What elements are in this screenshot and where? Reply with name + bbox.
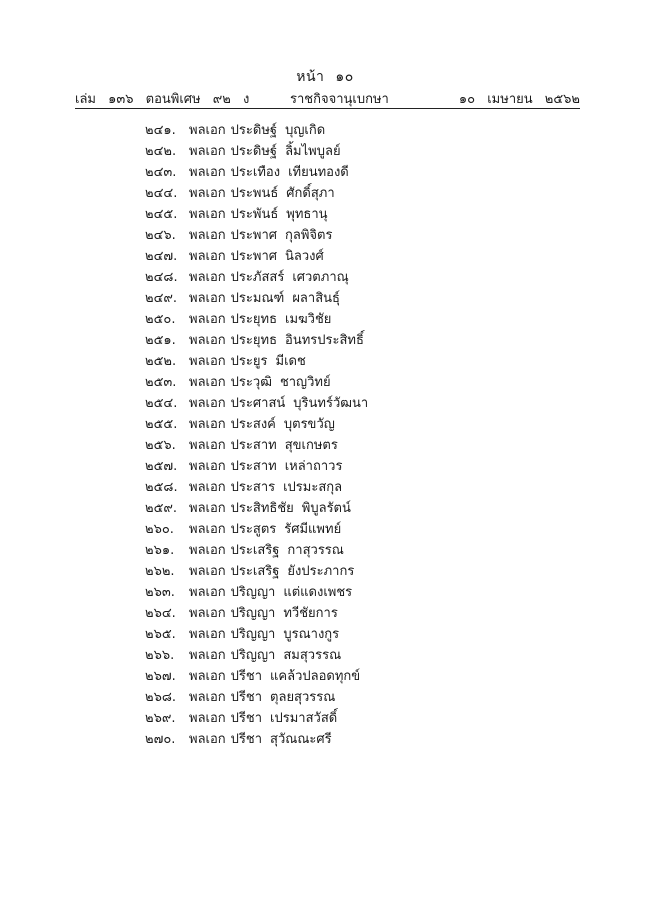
list-item <box>145 603 368 624</box>
entry-number: ๒๖๖. <box>145 648 175 663</box>
entry-given-name: ประเสริฐ <box>230 543 280 558</box>
entry-surname: ศักดิ์สุภา <box>286 186 335 201</box>
gazette-header <box>75 88 580 108</box>
entry-number: ๒๔๗. <box>145 249 178 264</box>
entry-number: ๒๖๔. <box>145 606 176 621</box>
entry-number: ๒๕๓. <box>145 375 177 390</box>
entry-number: ๒๔๖. <box>145 228 176 243</box>
entry-surname: เมฆวิชัย <box>285 312 332 327</box>
list-item <box>145 246 368 267</box>
entry-surname: ผลาสินธุ์ <box>292 291 340 306</box>
date-year: ๒๕๖๒ <box>544 92 580 107</box>
entry-given-name: ประพันธ์ <box>230 207 279 222</box>
entry-number: ๒๕๙. <box>145 501 178 516</box>
entry-surname: กุลพิจิตร <box>285 228 333 243</box>
entry-rank: พลเอก <box>189 501 226 516</box>
entry-number: ๒๔๙. <box>145 291 178 306</box>
list-item <box>145 519 368 540</box>
list-item <box>145 687 368 708</box>
entry-number: ๒๔๘. <box>145 270 178 285</box>
entry-given-name: ปรีชา <box>230 711 263 726</box>
entry-number: ๒๖๒. <box>145 564 175 579</box>
entry-given-name: ประสิทธิชัย <box>230 501 294 516</box>
entry-rank: พลเอก <box>189 711 226 726</box>
entry-number: ๒๖๑. <box>145 543 175 558</box>
entry-rank: พลเอก <box>189 606 226 621</box>
entry-surname: กาสุวรรณ <box>287 543 344 558</box>
entry-given-name: ประยุทธ <box>230 333 278 348</box>
entry-number: ๒๖๕. <box>145 627 176 642</box>
gazette-title: ราชกิจจานุเบกษา <box>290 92 389 107</box>
entry-surname: เทียนทองดี <box>288 165 349 180</box>
entry-rank: พลเอก <box>189 333 226 348</box>
entry-surname: บุตรขวัญ <box>283 417 335 432</box>
list-item <box>145 435 368 456</box>
entry-given-name: ประสาท <box>230 459 277 474</box>
entry-rank: พลเอก <box>189 270 226 285</box>
entry-given-name: ปริญญา <box>230 648 276 663</box>
entry-surname: ชาญวิทย์ <box>279 375 331 390</box>
entry-surname: เปรมาสวัสดิ์ <box>270 711 338 726</box>
entry-surname: พุทธานุ <box>286 207 328 222</box>
entry-given-name: ปรีชา <box>230 732 263 747</box>
entry-surname: สุขเกษตร <box>284 438 338 453</box>
entry-rank: พลเอก <box>189 375 226 390</box>
entry-rank: พลเอก <box>189 669 226 684</box>
entry-given-name: ประยูร <box>230 354 268 369</box>
section-number: ๙๒ <box>212 92 231 107</box>
issue-date <box>451 88 580 109</box>
list-item <box>145 288 368 309</box>
entry-rank: พลเอก <box>189 354 226 369</box>
entry-rank: พลเอก <box>189 438 226 453</box>
entry-number: ๒๕๒. <box>145 354 177 369</box>
list-item <box>145 624 368 645</box>
entry-number: ๒๕๘. <box>145 480 178 495</box>
entry-rank: พลเอก <box>189 417 226 432</box>
date-day: ๑๐ <box>458 92 476 107</box>
entry-surname: เศวตภาณุ <box>292 270 349 285</box>
list-item <box>145 645 368 666</box>
list-item <box>145 666 368 687</box>
entry-number: ๒๔๔. <box>145 186 178 201</box>
entry-given-name: ประศาสน์ <box>230 396 286 411</box>
entry-surname: แคล้วปลอดทุกข์ <box>270 669 361 684</box>
entry-given-name: ประดิษฐ์ <box>230 144 278 159</box>
list-item <box>145 372 368 393</box>
entry-given-name: ประพาศ <box>230 249 278 264</box>
name-list <box>145 120 368 750</box>
entry-given-name: ประสงค์ <box>230 417 276 432</box>
entry-given-name: ประภัสสร์ <box>230 270 285 285</box>
entry-rank: พลเอก <box>189 186 226 201</box>
entry-given-name: ประพาศ <box>230 228 278 243</box>
entry-rank: พลเอก <box>189 585 226 600</box>
volume-number: ๑๓๖ <box>108 92 134 107</box>
entry-rank: พลเอก <box>189 312 226 327</box>
entry-number: ๒๕๕. <box>145 417 178 432</box>
entry-given-name: ปริญญา <box>230 627 276 642</box>
entry-given-name: ประพนธ์ <box>230 186 279 201</box>
entry-rank: พลเอก <box>189 228 226 243</box>
entry-rank: พลเอก <box>189 207 226 222</box>
list-item <box>145 477 368 498</box>
section-suffix: ง <box>243 92 250 107</box>
list-item <box>145 393 368 414</box>
entry-given-name: ประวุฒิ <box>230 375 272 390</box>
list-item <box>145 183 368 204</box>
volume-label: เล่ม <box>75 92 96 107</box>
list-item <box>145 267 368 288</box>
entry-surname: รัศมีแพทย์ <box>284 522 342 537</box>
entry-surname: เปรมะสกุล <box>283 480 343 495</box>
list-item <box>145 204 368 225</box>
entry-rank: พลเอก <box>189 165 226 180</box>
entry-surname: พิบูลรัตน์ <box>301 501 351 516</box>
list-item <box>145 120 368 141</box>
entry-number: ๒๕๔. <box>145 396 178 411</box>
entry-surname: นิลวงศ์ <box>285 249 324 264</box>
entry-given-name: ปรีชา <box>230 690 263 705</box>
entry-number: ๒๔๑. <box>145 123 176 138</box>
list-item <box>145 330 368 351</box>
entry-given-name: ปริญญา <box>230 606 276 621</box>
entry-number: ๒๖๓. <box>145 585 175 600</box>
entry-surname: เหล่าถาวร <box>284 459 343 474</box>
entry-given-name: ประดิษฐ์ <box>230 123 278 138</box>
section-label: ตอนพิเศษ <box>145 92 201 107</box>
entry-number: ๒๔๒. <box>145 144 177 159</box>
entry-surname: ตุลยสุวรรณ <box>270 690 336 705</box>
entry-number: ๒๖๗. <box>145 669 176 684</box>
entry-number: ๒๖๙. <box>145 711 176 726</box>
list-item <box>145 309 368 330</box>
entry-rank: พลเอก <box>189 459 226 474</box>
list-item <box>145 456 368 477</box>
list-item <box>145 540 368 561</box>
entry-given-name: ประสาท <box>230 438 277 453</box>
entry-surname: ลิ้มไพบูลย์ <box>285 144 341 159</box>
list-item <box>145 225 368 246</box>
entry-given-name: ปริญญา <box>230 585 276 600</box>
entry-rank: พลเอก <box>189 144 226 159</box>
header-divider <box>75 108 580 109</box>
entry-rank: พลเอก <box>189 564 226 579</box>
entry-rank: พลเอก <box>189 543 226 558</box>
list-item <box>145 141 368 162</box>
entry-number: ๒๔๕. <box>145 207 178 222</box>
entry-number: ๒๖๐. <box>145 522 174 537</box>
issue-info <box>75 88 257 109</box>
entry-rank: พลเอก <box>189 648 226 663</box>
entry-rank: พลเอก <box>189 396 226 411</box>
date-month: เมษายน <box>487 92 533 107</box>
entry-number: ๒๔๓. <box>145 165 177 180</box>
entry-given-name: ประยุทธ <box>230 312 278 327</box>
page-label: หน้า <box>296 69 325 85</box>
entry-rank: พลเอก <box>189 627 226 642</box>
entry-number: ๒๕๑. <box>145 333 176 348</box>
entry-given-name: ปรีชา <box>230 669 263 684</box>
page-number-value: ๑๐ <box>335 69 354 85</box>
entry-surname: บุรินทร์วัฒนา <box>293 396 369 411</box>
list-item <box>145 582 368 603</box>
entry-number: ๒๗๐. <box>145 732 176 747</box>
entry-given-name: ประเทือง <box>230 165 281 180</box>
entry-surname: บูรณางกูร <box>283 627 340 642</box>
entry-rank: พลเอก <box>189 291 226 306</box>
entry-number: ๒๕๖. <box>145 438 176 453</box>
entry-rank: พลเอก <box>189 732 226 747</box>
entry-rank: พลเอก <box>189 522 226 537</box>
list-item <box>145 729 368 750</box>
entry-surname: มีเดช <box>275 354 306 369</box>
entry-surname: ทวีชัยการ <box>283 606 338 621</box>
entry-surname: สุวัณณะศรี <box>270 732 332 747</box>
entry-number: ๒๕๐. <box>145 312 176 327</box>
list-item <box>145 561 368 582</box>
list-item <box>145 162 368 183</box>
entry-given-name: ประมณฑ์ <box>230 291 285 306</box>
entry-rank: พลเอก <box>189 480 226 495</box>
entry-surname: ยังประภากร <box>287 564 355 579</box>
entry-surname: สมสุวรรณ <box>283 648 342 663</box>
list-item <box>145 498 368 519</box>
entry-given-name: ประสาร <box>230 480 276 495</box>
entry-number: ๒๕๗. <box>145 459 178 474</box>
entry-rank: พลเอก <box>189 249 226 264</box>
entry-given-name: ประสูตร <box>230 522 277 537</box>
entry-rank: พลเอก <box>189 123 226 138</box>
page-number <box>0 66 650 88</box>
list-item <box>145 708 368 729</box>
entry-surname: แต่แดงเพชร <box>283 585 353 600</box>
entry-surname: อินทรประสิทธิ์ <box>285 333 364 348</box>
entry-rank: พลเอก <box>189 690 226 705</box>
entry-surname: บุญเกิด <box>285 123 326 138</box>
list-item <box>145 351 368 372</box>
entry-number: ๒๖๘. <box>145 690 176 705</box>
list-item <box>145 414 368 435</box>
entry-given-name: ประเสริฐ <box>230 564 280 579</box>
